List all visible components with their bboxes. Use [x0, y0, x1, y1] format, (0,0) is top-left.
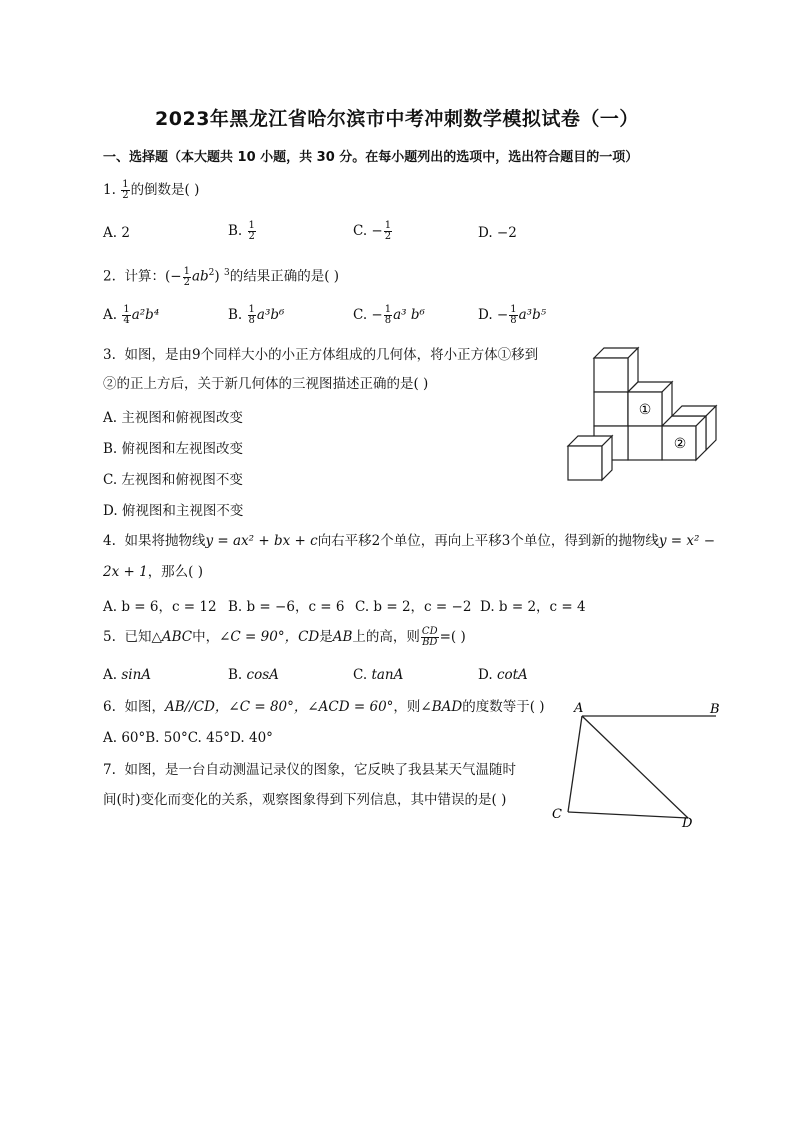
q4-option-b[interactable]: B. b = −6，c = 6: [228, 599, 345, 615]
q3-option-c[interactable]: C. 左视图和俯视图不变: [103, 472, 243, 488]
question-1: [103, 180, 199, 201]
point-b-label: B: [710, 702, 720, 717]
q4-option-a[interactable]: A. b = 6，c = 12: [103, 599, 217, 615]
section-heading: 一、选择题（本大题共 10 小题，共 30 分。在每小题列出的选项中，选出符合题目的一项）: [103, 150, 639, 165]
q3-option-d[interactable]: D. 俯视图和主视图不变: [103, 503, 244, 519]
q2-option-d[interactable]: D. − $\frac{1}{8}$ a³b⁵: [478, 304, 547, 326]
q2-option-b[interactable]: B. $\frac{1}{8}$ a³b⁶: [228, 304, 285, 326]
trapezoid-figure: [548, 696, 728, 830]
q6-options[interactable]: A. 60°B. 50°C. 45°D. 40°: [103, 730, 273, 746]
question-2: 2. 计算：(− $\frac{1}{2}$ $ab^2$) $^3$的结果正确的是( ): [103, 265, 340, 288]
question-3-line-2: ②的正上方后，关于新几何体的三视图描述正确的是( ): [103, 376, 429, 392]
q4-option-c[interactable]: C. b = 2，c = −2: [355, 599, 472, 615]
question-5: 5. 已知△ABC中，∠C = 90°，CD是AB上的高，则 $\frac{CD}{BD}$ =( ): [103, 626, 466, 648]
point-d-label: D: [682, 816, 693, 830]
question-7-line-2: 间(时)变化而变化的关系，观察图象得到下列信息，其中错误的是( ): [103, 792, 507, 808]
question-3-line-1: 3. 如图，是由9个同样大小的小正方体组成的几何体，将小正方体①移到: [103, 347, 539, 363]
point-a-label: A: [574, 701, 584, 716]
cube-label-2: ②: [673, 436, 687, 452]
q5-option-a[interactable]: A. sinA: [103, 667, 152, 683]
q4-option-d[interactable]: D. b = 2，c = 4: [480, 599, 586, 615]
q5-option-c[interactable]: C. tanA: [353, 667, 404, 683]
q5-option-b[interactable]: B. cosA: [228, 667, 279, 683]
question-7-line-1: 7. 如图，是一台自动测温记录仪的图象，它反映了我县某天气温随时: [103, 762, 516, 778]
q2-option-c[interactable]: C. − $\frac{1}{8}$ a³ b⁶: [353, 304, 425, 326]
question-6: 6. 如图，AB//CD，∠C = 80°，∠ACD = 60°，则∠BAD的度数等于( ): [103, 699, 545, 715]
cube-figure: [560, 338, 730, 488]
question-text: 的倒数是( ): [130, 182, 200, 198]
question-4-line-2: 2x + 1，那么( ): [103, 564, 204, 580]
q5-option-d[interactable]: D. cotA: [478, 667, 528, 683]
q3-option-b[interactable]: B. 俯视图和左视图改变: [103, 441, 244, 457]
point-c-label: C: [552, 807, 562, 822]
fraction: $\frac{1}{2}$: [122, 179, 129, 201]
q1-option-a[interactable]: A. 2: [103, 225, 130, 241]
question-4-line-1: 4. 如果将抛物线y = ax² + bx + c向右平移2个单位，再向上平移3个单位，得到新的抛物线y = x² −: [103, 533, 716, 549]
cube-label-1: ①: [638, 402, 652, 418]
q2-option-a[interactable]: A. $\frac{1}{4}$ a²b⁴: [103, 304, 160, 326]
q1-option-c[interactable]: C. − $\frac{1}{2}$: [353, 220, 392, 242]
page-title: 2023年黑龙江省哈尔滨市中考冲刺数学模拟试卷（一）: [155, 108, 639, 130]
q1-option-b[interactable]: B. $\frac{1}{2}$: [228, 220, 255, 242]
q3-option-a[interactable]: A. 主视图和俯视图改变: [103, 410, 243, 426]
question-number: 1.: [103, 182, 116, 198]
q1-option-d[interactable]: D. −2: [478, 225, 517, 241]
